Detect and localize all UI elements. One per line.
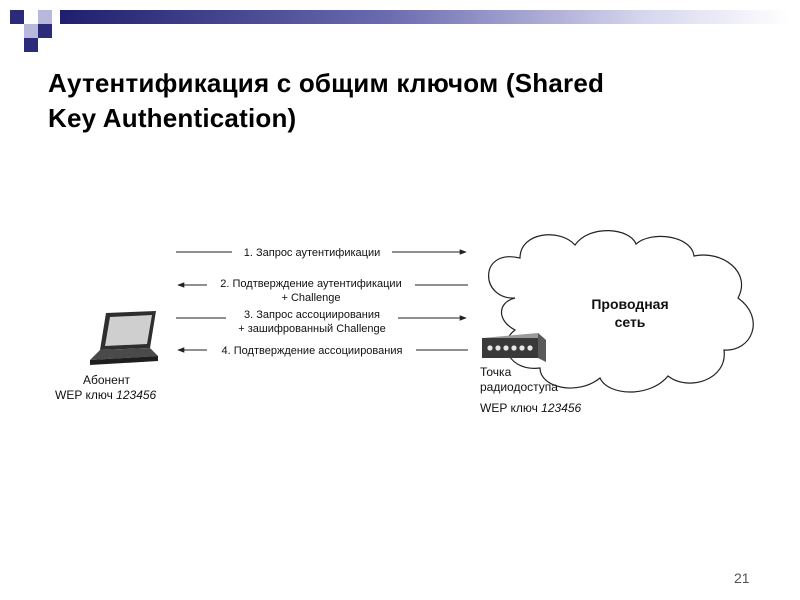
access-point-key-label: WEP ключ (480, 401, 538, 415)
slide-title-line-2: Key Authentication) (48, 103, 297, 133)
access-point-icon (482, 333, 546, 362)
message-3-label-line-1: 3. Запрос ассоциирования (244, 309, 380, 321)
access-point-key-value: 123456 (541, 401, 582, 415)
network-label-line-1: Проводная (591, 296, 669, 312)
page-number: 21 (734, 570, 750, 586)
client-key-label: WEP ключ (55, 388, 113, 402)
client-key-value: 123456 (116, 388, 157, 402)
laptop-icon (90, 311, 158, 365)
message-3-label-line-2: + зашифрованный Challenge (238, 323, 386, 335)
access-point-name-line-1: Точка (480, 365, 512, 379)
message-1-label: 1. Запрос аутентификации (243, 247, 381, 259)
network-label-line-2: сеть (614, 314, 646, 330)
client-key (55, 388, 157, 402)
message-2-label-line-1: 2. Подтверждение аутентификации (220, 278, 402, 290)
message-4-label: 4. Подтверждение ассоциирования (221, 345, 403, 357)
client-name: Абонент (83, 373, 130, 387)
access-point-key (480, 401, 582, 415)
message-2-label-line-2: + Challenge (281, 292, 341, 304)
slide-title-line-1: Аутентификация с общим ключом (Shared (48, 68, 605, 98)
access-point-name-line-2: радиодоступа (480, 380, 558, 394)
